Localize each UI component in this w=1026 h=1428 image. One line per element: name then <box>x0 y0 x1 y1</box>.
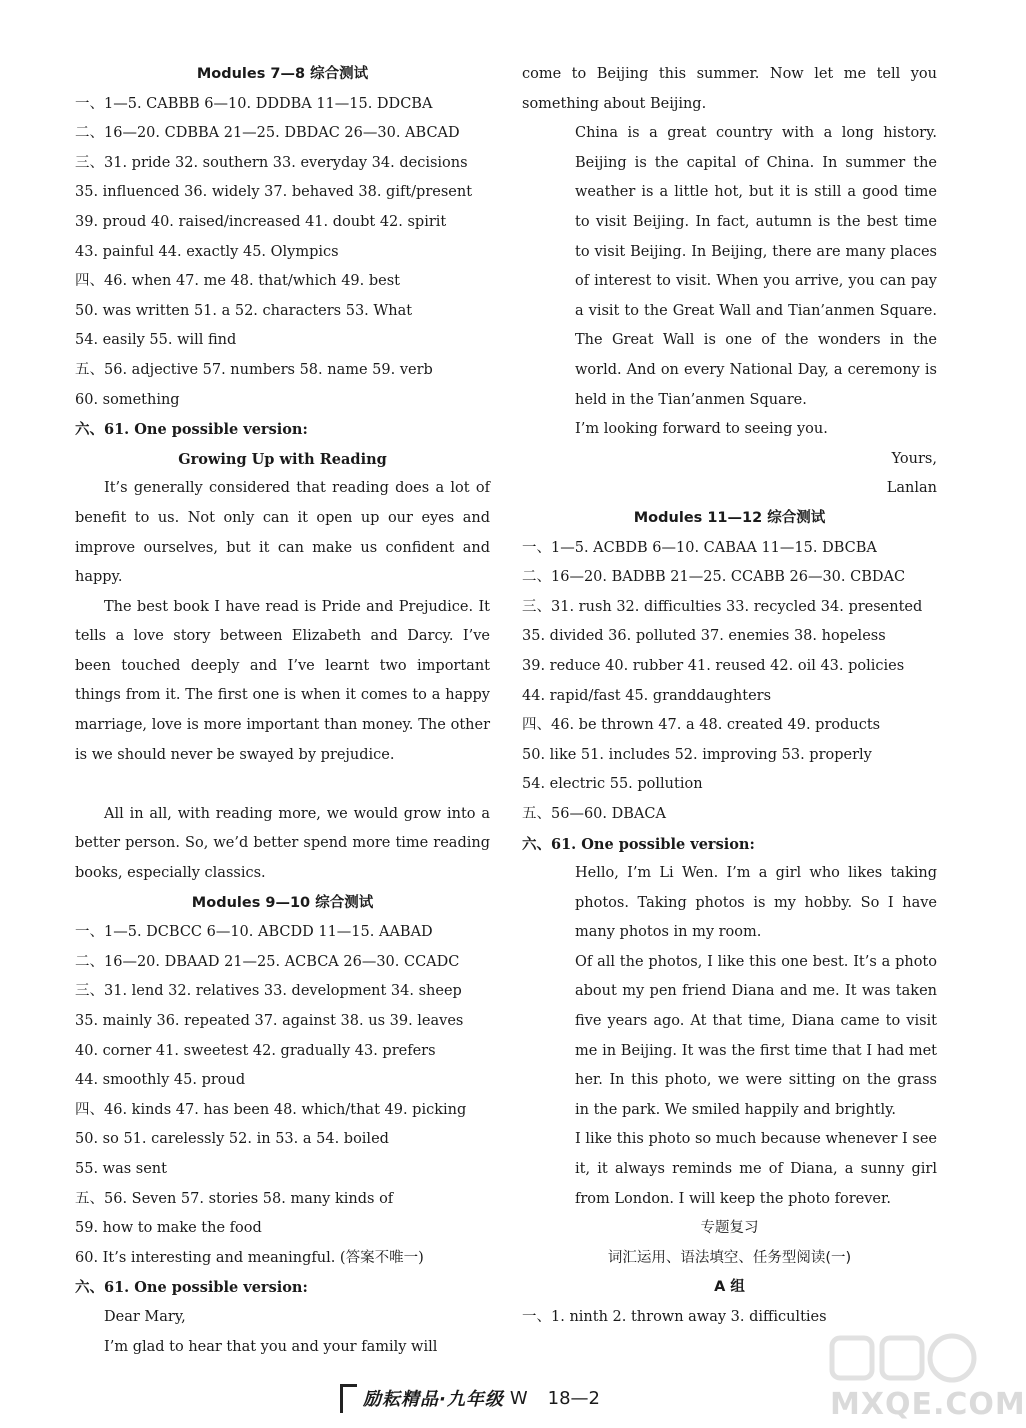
answer-line: 40. corner 41. sweetest 42. gradually 43. prefers <box>75 1042 436 1059</box>
answer-line: 四、46. when 47. me 48. that/which 49. best <box>75 273 401 290</box>
paragraph: Of all the photos, I like this one best. It’s a photo about my pen friend Diana and me. It was taken five years ago. At that time, Diana came to visit me in Beijing. It was the first time that I had met her. In this photo, we were sitting on the grass in the park. We smiled happily and brightly. <box>575 953 937 1118</box>
answer-line: 50. was written 51. a 52. characters 53. What <box>75 302 413 319</box>
section-heading: Modules 7—8 综合测试 <box>196 66 369 82</box>
footer-page-number: 18—2 <box>547 1387 601 1409</box>
footer-edition: W <box>509 1387 528 1409</box>
paragraph: I like this photo so much because whenever I see it, it always reminds me of Diana, a sunny girl from London. I will keep the photo forever. <box>575 1131 937 1207</box>
right-column <box>522 60 937 1333</box>
left-column <box>75 60 490 1362</box>
answer-line: 59. how to make the food <box>75 1220 262 1237</box>
answer-line: 三、31. rush 32. difficulties 33. recycled 34. presented <box>522 598 923 615</box>
answer-line: 43. painful 44. exactly 45. Olympics <box>75 243 339 260</box>
answer-line: 二、16—20. CDBBA 21—25. DBDAC 26—30. ABCAD <box>75 125 460 142</box>
paragraph-continued: come to Beijing this summer. Now let me tell you something about Beijing. <box>522 66 937 112</box>
answer-line: 39. reduce 40. rubber 41. reused 42. oil 43. policies <box>522 657 905 674</box>
answer-line: 五、56. adjective 57. numbers 58. name 59. verb <box>75 361 433 378</box>
watermark-logo <box>812 1330 1026 1422</box>
answer-line: 一、1—5. ACBDB 6—10. CABAA 11—15. DBCBA <box>522 539 877 556</box>
answer-line: 50. like 51. includes 52. improving 53. properly <box>522 746 872 763</box>
paragraph: It’s generally considered that reading does a lot of benefit to us. Not only can it open up our eyes and improve ourselves, but it can make us confident and happy. <box>75 480 490 586</box>
section-heading: Modules 11—12 综合测试 <box>633 509 826 526</box>
group-label: A 组 <box>714 1279 745 1296</box>
answer-line: 一、1—5. DCBCC 6—10. ABCDD 11—15. AABAD <box>75 924 433 941</box>
answer-line: 二、16—20. BADBB 21—25. CCABB 26—30. CBDAC <box>522 569 906 586</box>
watermark-text: MXQE.COM <box>830 1387 1026 1422</box>
paragraph: I’m glad to hear that you and your family will <box>104 1338 438 1355</box>
essay-title: Growing Up with Reading <box>178 450 387 468</box>
answer-line: 四、46. be thrown 47. a 48. created 49. products <box>522 717 881 734</box>
answer-line: 五、56. Seven 57. stories 58. many kinds of <box>75 1190 394 1207</box>
answer-line: 六、61. One possible version: <box>522 835 755 853</box>
paragraph: Hello, I’m Li Wen. I’m a girl who likes taking photos. Taking photos is my hobby. So I have many photos in my room. <box>575 865 937 941</box>
answer-line: 三、31. lend 32. relatives 33. development 34. sheep <box>75 983 462 1000</box>
section-subheading: 词汇运用、语法填空、任务型阅读(一) <box>607 1249 852 1266</box>
answer-line: 一、1—5. CABBB 6—10. DDDBA 11—15. DDCBA <box>75 95 433 112</box>
answer-line: 一、1. ninth 2. thrown away 3. difficulties <box>522 1309 827 1326</box>
answer-line: 二、16—20. DBAAD 21—25. ACBCA 26—30. CCADC <box>75 953 460 970</box>
answer-line: 54. electric 55. pollution <box>522 776 703 793</box>
answer-line: 60. something <box>75 391 180 408</box>
answer-line: 55. was sent <box>75 1161 167 1178</box>
answer-line: 39. proud 40. raised/increased 41. doubt 42. spirit <box>75 213 447 230</box>
page-footer <box>340 1383 670 1413</box>
corner-bracket-icon <box>340 1384 357 1413</box>
answer-line: 六、61. One possible version: <box>75 1279 308 1297</box>
answer-line: 54. easily 55. will find <box>75 332 237 349</box>
footer-brand: 励耘精品·九年级 <box>363 1389 504 1410</box>
answer-line: 60. It’s interesting and meaningful. (答案不唯一) <box>75 1249 424 1266</box>
letter-closing: Lanlan <box>886 480 937 497</box>
answer-line: 三、31. pride 32. southern 33. everyday 34. decisions <box>75 154 468 171</box>
answer-line: 35. mainly 36. repeated 37. against 38. us 39. leaves <box>75 1013 464 1030</box>
answer-line: 44. rapid/fast 45. granddaughters <box>522 687 772 704</box>
answer-line: 50. so 51. carelessly 52. in 53. a 54. boiled <box>75 1131 389 1148</box>
letter-salutation: Dear Mary, <box>104 1309 186 1325</box>
section-subheading: 专题复习 <box>700 1220 759 1237</box>
paragraph: I’m looking forward to seeing you. <box>575 421 828 438</box>
answer-line: 44. smoothly 45. proud <box>75 1072 246 1089</box>
section-heading: Modules 9—10 综合测试 <box>191 894 374 911</box>
answer-line: 六、61. One possible version: <box>75 421 308 439</box>
answer-line: 35. influenced 36. widely 37. behaved 38. gift/present <box>75 184 473 201</box>
answer-line: 35. divided 36. polluted 37. enemies 38. hopeless <box>522 628 886 645</box>
paragraph: All in all, with reading more, we would grow into a better person. So, we’d better spend more time reading books, especially classics. <box>75 805 490 882</box>
letter-closing: Yours, <box>891 450 937 467</box>
answer-line: 五、56—60. DBACA <box>522 805 666 822</box>
paragraph: The best book I have read is Pride and Prejudice. It tells a love story between Elizabeth and Darcy. I’ve been touched deeply and I’ve learnt two important things from it. The first one is when it comes to a happy marriage, love is more important than money. The other is we should never be swayed by prejudice. <box>75 598 490 763</box>
answer-line: 四、46. kinds 47. has been 48. which/that 49. picking <box>75 1101 467 1118</box>
paragraph: China is a great country with a long history. Beijing is the capital of China. In summer the weather is a little hot, but it is still a good time to visit Beijing. In fact, autumn is the best time to visit Beijing. In Beijing, there are many places of interest to visit. When you arrive, you can pay a visit to the Great Wall and Tian’anmen Square. The Great Wall is one of the wonders in the world. And on every National Day, a ceremony is held in the Tian’anmen Square. <box>575 125 937 408</box>
